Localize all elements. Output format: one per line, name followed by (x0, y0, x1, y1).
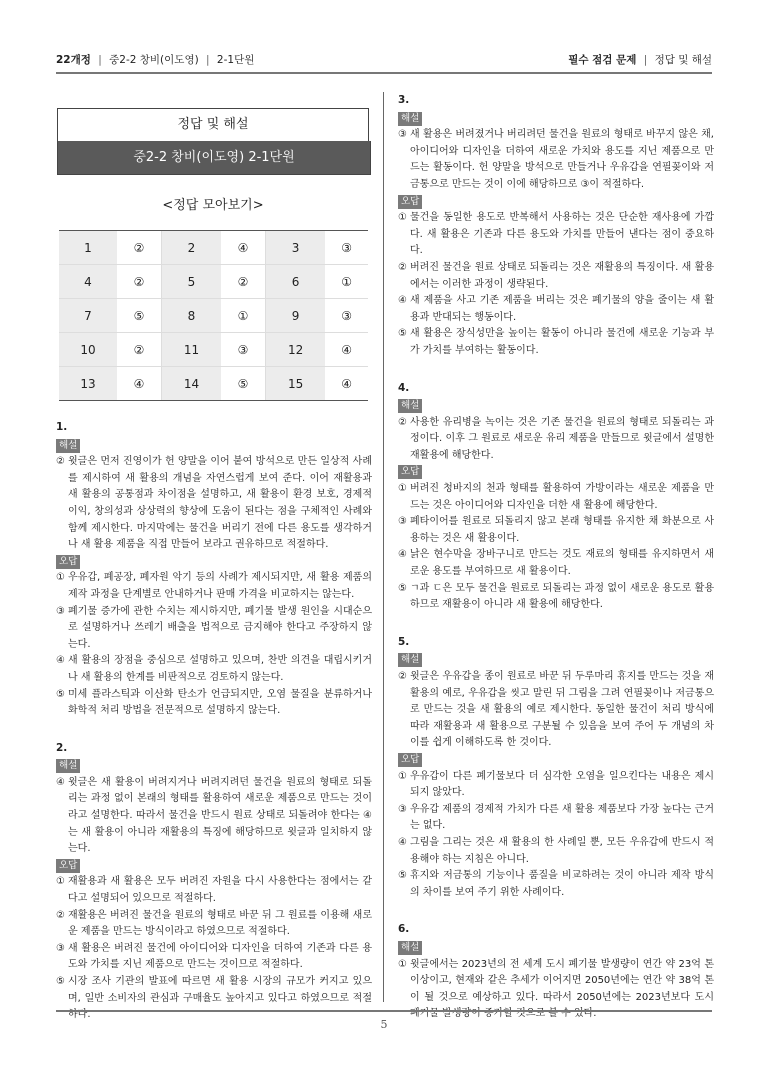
wrong-item (398, 293, 714, 326)
wrong-item (56, 604, 372, 654)
choice-marker: ① (398, 212, 407, 224)
header-sep: | (206, 54, 210, 66)
answer-row (59, 299, 368, 333)
header-right (568, 52, 712, 67)
wrong-tag: 오답 (398, 753, 422, 767)
answer-choice: ③ (221, 333, 265, 367)
question-number: 3. (398, 94, 410, 106)
title-box: 정답 및 해설 (57, 108, 369, 142)
header-course: 중2-2 창비(이도영) (109, 54, 199, 66)
choice-marker: ④ (398, 295, 407, 307)
answer-choice: ④ (325, 367, 368, 401)
explain-tag: 해설 (398, 941, 422, 955)
answer-choice: ⑤ (117, 299, 161, 333)
item-text: 폐타이어를 원료로 되돌리지 않고 본래 형태를 유지한 채 화분으로 사용하는 것은 새 활용이다. (410, 516, 714, 544)
choice-marker: ⑤ (398, 582, 407, 594)
wrong-tag: 오답 (398, 195, 422, 209)
item-text: ㄱ과 ㄷ은 모두 물건을 원료로 되돌리는 과정 없이 새로운 용도로 활용하므로 재활용이 아니라 새 활용에 해당한다. (410, 582, 714, 611)
explanation-item (398, 957, 714, 1023)
explain-tag: 해설 (398, 399, 422, 413)
explain-tag: 해설 (398, 653, 422, 667)
item-text: 재활용과 새 활용은 모두 버려진 자원을 다시 사용한다는 점에서는 같다고 설명되어 있으므로 적절하다. (68, 876, 372, 905)
wrong-item (398, 835, 714, 868)
item-text: 우유갑이 다른 폐기물보다 더 심각한 오염을 일으킨다는 내용은 제시되지 않았다. (410, 770, 714, 799)
choice-marker: ⑤ (56, 688, 65, 700)
footer-divider (56, 1010, 712, 1012)
choice-marker: ④ (56, 776, 65, 788)
choice-marker: ① (56, 876, 65, 888)
choice-marker: ② (398, 261, 407, 273)
wrong-item (398, 802, 714, 835)
answer-number: 3 (266, 231, 326, 265)
wrong-item (398, 481, 714, 514)
answer-choice: ① (325, 265, 368, 299)
header-section: 필수 점검 문제 (568, 54, 637, 66)
question-number: 1. (56, 421, 68, 433)
header-edition: 22개정 (56, 54, 91, 66)
choice-marker: ⑤ (398, 870, 407, 882)
answer-table (59, 230, 368, 401)
answer-number: 5 (161, 265, 221, 299)
item-text: 우유갑, 폐공장, 폐자원 악기 등의 사례가 제시되지만, 새 활용 제품의 제작 과정을 단계별로 안내하거나 판매 가격을 비교하지는 않는다. (68, 572, 372, 600)
answer-choice: ② (117, 265, 161, 299)
choice-marker: ④ (398, 836, 407, 848)
choice-marker: ② (398, 416, 407, 428)
choice-marker: ③ (398, 129, 407, 141)
choice-marker: ① (398, 770, 407, 782)
header-sep: | (643, 54, 648, 66)
header-unit: 2-1단원 (216, 54, 255, 66)
choice-marker: ② (398, 671, 407, 682)
explanation-item (56, 454, 372, 554)
answer-choice: ② (117, 231, 161, 265)
choice-marker: ④ (56, 655, 65, 667)
choice-marker: ④ (398, 549, 407, 561)
wrong-item (56, 653, 372, 686)
item-text: 새 활용은 버려진 물건에 아이디어와 디자인을 더하여 기존과 다른 용도와 가치를 지닌 제품으로 만드는 것이므로 적절하다. (68, 942, 372, 971)
item-text: 물건을 동일한 용도로 반복해서 사용하는 것은 단순한 재사용에 가깝다. 새 활용은 기존과 다른 용도와 가치를 만들어 낸다는 점이 중요하다. (410, 212, 714, 257)
answer-number: 4 (59, 265, 117, 299)
item-text: 재활용은 버려진 물건을 원료의 형태로 바꾼 뒤 그 원료를 이용해 새로운 제품을 만드는 방식이라고 하였으므로 적절하다. (68, 909, 372, 938)
header-sep: | (98, 54, 102, 66)
item-text: 그림을 그리는 것은 새 활용의 한 사례일 뿐, 모든 우유갑에 반드시 적용해야 하는 지침은 아니다. (410, 836, 714, 865)
answer-number: 13 (59, 367, 117, 401)
question-number: 2. (56, 741, 68, 754)
wrong-item (398, 514, 714, 547)
wrong-item (56, 941, 372, 974)
item-text: 시장 조사 기관의 발표에 따르면 새 활용 시장의 규모가 커지고 있으며, 일반 소비자의 관심과 구매율도 높아지고 있다고 하였으므로 적절하다. (68, 976, 372, 1021)
wrong-item (398, 581, 714, 614)
answer-choice: ① (221, 299, 265, 333)
explanation-item (398, 669, 714, 752)
answer-choice: ④ (221, 231, 265, 265)
answer-number: 10 (59, 333, 117, 367)
question-number: 6. (398, 923, 410, 936)
item-text: 윗글에서는 2023년의 전 세계 도시 폐기물 발생량이 연간 약 23억 톤 이상이고, 현재와 같은 추세가 이어지면 2050년에는 연간 약 38억 톤이 될 것으로 예상하고 있다. 따라서 2050년에는 2023년보다 도시 폐기물 발생량이 증가할 것으로 볼 수 있다. (410, 958, 714, 1020)
wrong-item (398, 868, 714, 901)
explain-tag: 해설 (56, 759, 80, 773)
wrong-item (398, 326, 714, 359)
explanation-item (398, 415, 714, 465)
item-text: 사용한 유리병을 녹이는 것은 기존 물건을 원료의 형태로 되돌리는 과정이다. 이후 그 원료로 새로운 유리 제품을 만들므로 윗글에서 설명한 재활용에 해당한다. (410, 416, 714, 461)
item-text: 버려진 청바지의 천과 형태를 활용하여 가방이라는 새로운 제품을 만드는 것은 아이디어와 디자인을 더한 새 활용에 해당한다. (410, 483, 714, 511)
item-text: 새 제품을 사고 기존 제품을 버리는 것은 폐기물의 양을 줄이는 새 활용과 반대되는 행동이다. (410, 295, 714, 323)
page-number: 5 (380, 1018, 388, 1031)
answer-number: 14 (161, 367, 221, 401)
answer-number: 2 (161, 231, 221, 265)
wrong-item (56, 874, 372, 907)
choice-marker: ② (56, 909, 65, 921)
wrong-item (398, 260, 714, 293)
wrong-item (398, 547, 714, 580)
item-text: 새 활용의 장점을 중심으로 설명하고 있으며, 찬반 의견을 대립시키거나 새 활용의 한계를 비판적으로 검토하지 않는다. (68, 655, 372, 683)
answer-choice: ③ (325, 231, 368, 265)
question-number: 5. (398, 635, 410, 648)
answer-choice: ② (221, 265, 265, 299)
answer-row (59, 367, 368, 401)
left-column (56, 407, 372, 1032)
item-text: 버려진 물건을 원료 상태로 되돌리는 것은 재활용의 특징이다. 새 활용에서는 이러한 과정이 생략된다. (410, 261, 714, 290)
choice-marker: ② (56, 456, 65, 468)
wrong-tag: 오답 (56, 859, 80, 873)
answer-number: 6 (266, 265, 326, 299)
header-sub: 정답 및 해설 (654, 54, 712, 66)
wrong-item (56, 908, 372, 941)
explanation-item (398, 127, 714, 193)
item-text: 우유갑 제품의 경제적 가치가 다른 새 활용 제품보다 가장 높다는 근거는 없다. (410, 803, 714, 832)
item-text: 폐기물 증가에 관한 수치는 제시하지만, 폐기물 발생 원인을 시대순으로 설명하거나 쓰레기 배출을 법적으로 금지해야 한다고 주장하지 않는다. (68, 605, 372, 650)
choice-marker: ③ (398, 803, 407, 815)
choice-marker: ⑤ (56, 976, 65, 987)
question-number: 4. (398, 381, 410, 394)
wrong-item (398, 769, 714, 802)
answer-row (59, 231, 368, 265)
right-column (398, 80, 714, 1031)
choice-marker: ① (56, 572, 65, 584)
answer-choice: ③ (325, 299, 368, 333)
item-text: 윗글은 새 활용이 버려지거나 버려지려던 물건을 원료의 형태로 되돌리는 과정 없이 본래의 형태를 활용하여 새로운 제품으로 만드는 것이라고 설명한다. 따라서 물건을 반드시 원료 상태로 되돌려야 한다는 ④는 새 활용이 아니라 재활용의 특징에 해당하므로 윗글과 일치하지 않는다. (68, 776, 372, 855)
wrong-item (56, 570, 372, 603)
wrong-tag: 오답 (56, 555, 80, 569)
item-text: 미세 플라스틱과 이산화 탄소가 언급되지만, 오염 물질을 분류하거나 화학적 처리 방법을 전문적으로 설명하지 않는다. (68, 688, 372, 717)
wrong-item (56, 687, 372, 720)
wrong-item (398, 210, 714, 260)
choice-marker: ① (398, 958, 407, 970)
choice-marker: ③ (56, 605, 65, 617)
item-text: 낡은 현수막을 장바구니로 만드는 것도 재료의 형태를 유지하면서 새로운 용도를 부여하므로 새 활용이다. (410, 549, 714, 578)
answer-choice: ⑤ (221, 367, 265, 401)
answer-choice: ② (117, 333, 161, 367)
choice-marker: ⑤ (398, 328, 407, 340)
answer-choice: ④ (117, 367, 161, 401)
item-text: 새 활용은 버려졌거나 버리려던 물건을 원료의 형태로 바꾸지 않은 채, 아이디어와 디자인을 더하여 새로운 가치와 용도를 지닌 제품으로 만드는 활동이다. 헌 양말을 방석으로 만들거나 우유갑을 연필꽂이와 저금통으로 만드는 것이 이에 해당하므로 ③이 적절하다. (410, 129, 714, 190)
choice-marker: ③ (398, 516, 407, 528)
answer-row (59, 333, 368, 367)
page-header (56, 48, 712, 70)
answer-number: 8 (161, 299, 221, 333)
column-divider (383, 92, 384, 1002)
answer-number: 9 (266, 299, 326, 333)
header-divider (56, 72, 712, 74)
answer-heading: <정답 모아보기> (162, 198, 264, 213)
explanation-item (56, 775, 372, 858)
subtitle-box: 중2-2 창비(이도영) 2-1단원 (57, 141, 371, 175)
item-text: 새 활용은 장식성만을 높이는 활동이 아니라 물건에 새로운 기능과 부가 가치를 부여하는 활동이다. (410, 328, 714, 356)
header-left (56, 52, 254, 67)
wrong-item (56, 974, 372, 1024)
explain-tag: 해설 (398, 112, 422, 126)
answer-row (59, 265, 368, 299)
choice-marker: ① (398, 483, 407, 495)
answer-number: 12 (266, 333, 326, 367)
item-text: 윗글은 먼저 진영이가 헌 양말을 이어 붙여 방석으로 만든 일상적 사례를 제시하여 새 활용의 개념을 자연스럽게 보여 준다. 이어 재활용과 새 활용의 공통점과 차이점을 설명하고, 새 활용이 환경 보호, 경제적 이익, 창의성과 상상력의 향상에 도움이 된다는 점을 구체적인 사례와 함께 제시한다. 마지막에는 물건을 버리기 전에 다른 용도를 생각하거나 새 활용 제품을 직접 만들어 보라고 권유하므로 적절하다. (68, 456, 372, 551)
answer-number: 7 (59, 299, 117, 333)
answer-number: 11 (161, 333, 221, 367)
item-text: 윗글은 우유갑을 종이 원료로 바꾼 뒤 두루마리 휴지를 만드는 것을 재활용의 예로, 우유갑을 씻고 말린 뒤 그림을 그려 연필꽂이나 저금통으로 만드는 것을 새 활용의 예로 제시한다. 동일한 물건이 처리 방식에 따라 재활용과 새 활용으로 구분될 수 있음을 보여 주어 두 개념의 차이를 쉽게 이해하도록 한 것이다. (410, 671, 714, 749)
answer-choice: ④ (325, 333, 368, 367)
explain-tag: 해설 (56, 439, 80, 453)
wrong-tag: 오답 (398, 465, 422, 479)
answer-number: 15 (266, 367, 326, 401)
choice-marker: ③ (56, 942, 65, 954)
item-text: 휴지와 저금통의 기능이나 품질을 비교하려는 것이 아니라 제작 방식의 차이를 보여 주기 위한 사례이다. (410, 870, 714, 898)
answer-number: 1 (59, 231, 117, 265)
